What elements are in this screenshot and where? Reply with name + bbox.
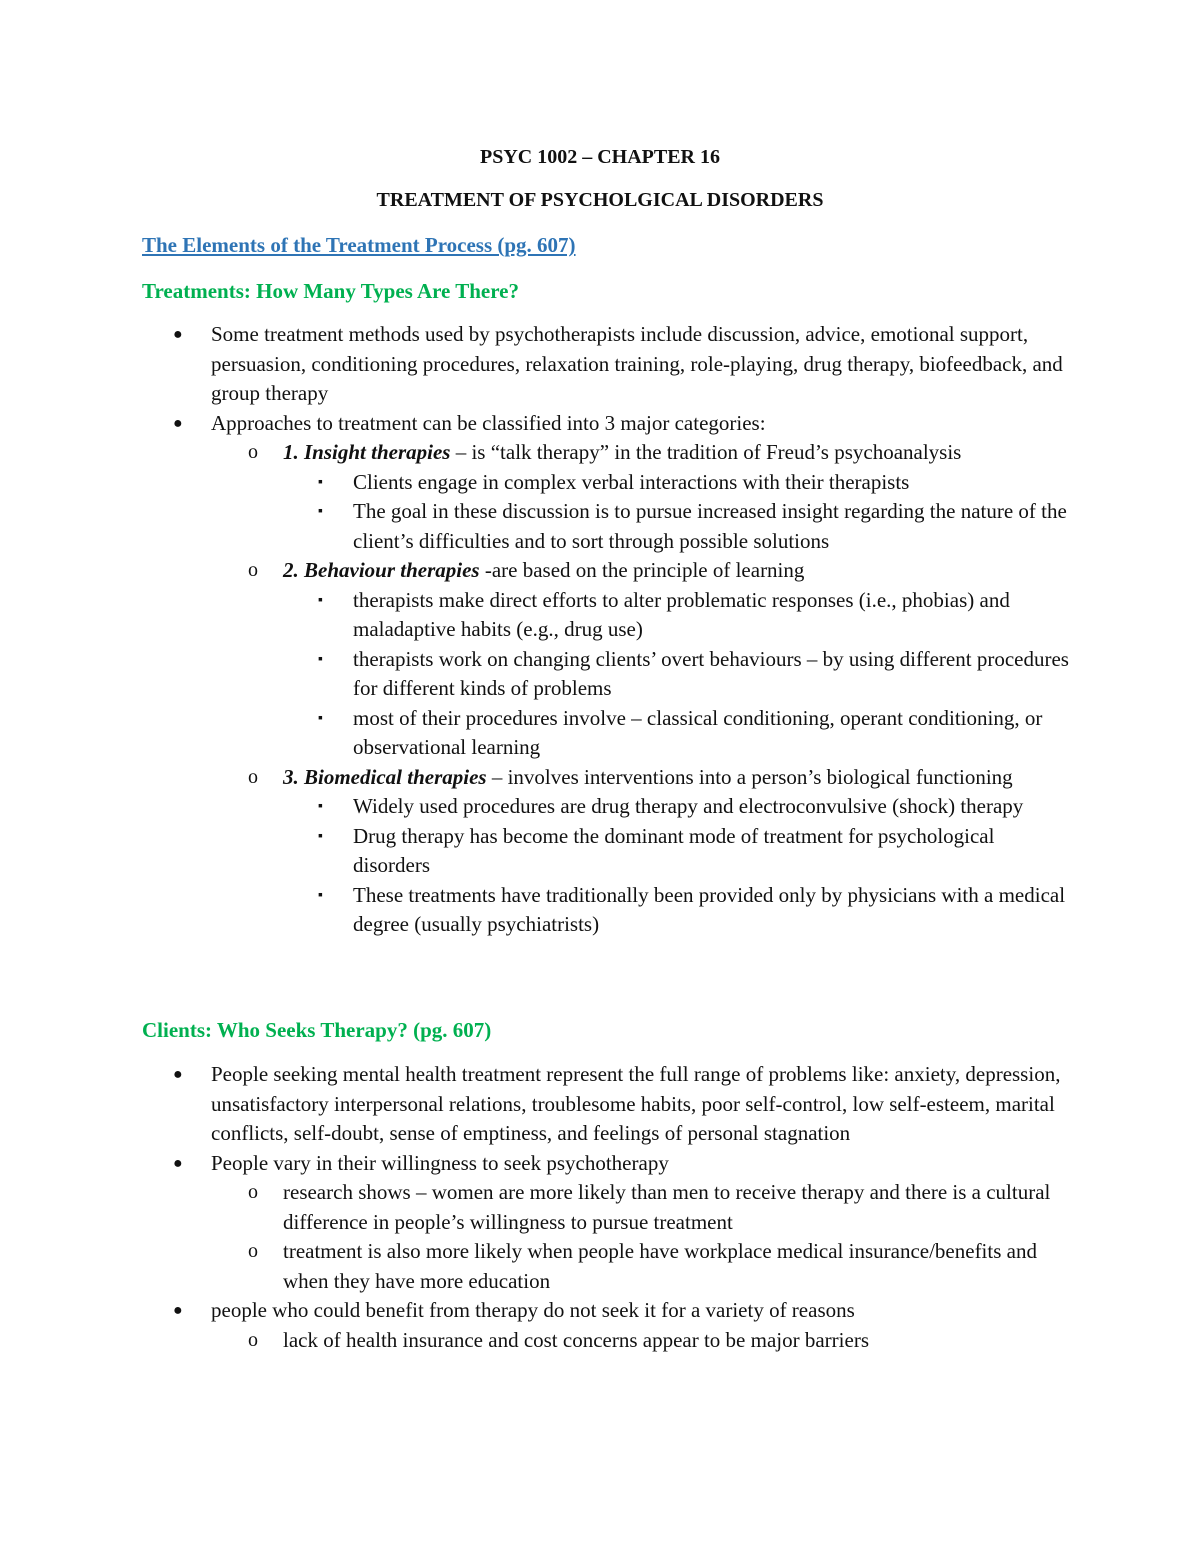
list-item <box>0 792 1200 822</box>
list-item <box>0 556 1200 586</box>
bullet-icon: ● <box>173 1154 183 1172</box>
list-item <box>0 763 1200 793</box>
list-item-text <box>283 763 1073 793</box>
square-bullet-icon: ▪ <box>318 799 323 814</box>
list-item-text <box>283 556 1073 586</box>
list-item <box>0 1237 1200 1296</box>
square-bullet-icon: ▪ <box>318 504 323 519</box>
square-bullet-icon: ▪ <box>318 710 323 726</box>
list-item <box>0 1060 1200 1149</box>
list-item <box>0 409 1200 439</box>
list-item-text: Clients engage in complex verbal interactions with their therapists <box>353 469 910 494</box>
circle-bullet-icon: o <box>248 765 258 788</box>
term-description: -are based on the principle of learning <box>479 558 805 582</box>
list-item <box>0 1296 1200 1326</box>
list-item-text: People vary in their willingness to seek psychotherapy <box>211 1150 669 1175</box>
list-item <box>0 704 1200 763</box>
list-item-text: therapists work on changing clients’ overt behaviours – by using different procedures for different kinds of problems <box>353 646 1069 700</box>
square-bullet-icon: ▪ <box>318 651 323 667</box>
list-item <box>0 645 1200 704</box>
bullet-icon: ● <box>173 1302 183 1319</box>
list-item-text: Widely used procedures are drug therapy and electroconvulsive (shock) therapy <box>353 794 1024 818</box>
term-behaviour-therapies: 2. Behaviour therapies <box>283 558 480 582</box>
section-heading-treatment-process[interactable]: The Elements of the Treatment Process (pg. 607) <box>142 233 576 257</box>
term-description: – involves interventions into a person’s biological functioning <box>486 764 1013 789</box>
list-item <box>0 468 1200 498</box>
bullet-icon: ● <box>173 1066 183 1083</box>
list-item-text: Drug therapy has become the dominant mode of treatment for psychological disorders <box>353 823 995 877</box>
list-item <box>0 1149 1200 1179</box>
list-item-text: therapists make direct efforts to alter problematic responses (i.e., phobias) and maladaptive habits (e.g., drug use) <box>353 587 1010 641</box>
term-description: – is “talk therapy” in the tradition of Freud’s psychoanalysis <box>450 440 962 464</box>
circle-bullet-icon: o <box>248 1328 258 1351</box>
list-item <box>0 1178 1200 1237</box>
list-item-text <box>283 438 1073 468</box>
square-bullet-icon: ▪ <box>318 474 323 490</box>
list-item-text: lack of health insurance and cost concerns appear to be major barriers <box>283 1327 869 1352</box>
list-item <box>0 822 1200 881</box>
clients-list <box>0 1060 1200 1355</box>
course-title: PSYC 1002 – CHAPTER 16 <box>479 146 720 168</box>
list-item <box>0 320 1200 409</box>
list-item <box>0 881 1200 940</box>
subheading-who-seeks-therapy: Clients: Who Seeks Therapy? (pg. 607) <box>142 1018 492 1042</box>
circle-bullet-icon: o <box>248 1240 258 1262</box>
term-biomedical-therapies: 3. Biomedical therapies <box>283 764 487 789</box>
square-bullet-icon: ▪ <box>318 828 323 844</box>
list-item-text: Some treatment methods used by psychotherapists include discussion, advice, emotional support, persuasion, conditioning procedures, relaxation training, role-playing, drug therapy, biofeedback, and group therapy <box>211 322 1063 405</box>
list-item <box>0 438 1200 468</box>
circle-bullet-icon: o <box>248 559 258 581</box>
square-bullet-icon: ▪ <box>318 887 323 903</box>
term-insight-therapies: 1. Insight therapies <box>283 440 451 464</box>
list-item <box>0 586 1200 645</box>
treatment-list <box>0 320 1200 940</box>
bullet-icon: ● <box>173 414 183 432</box>
chapter-title: TREATMENT OF PSYCHOLGICAL DISORDERS <box>376 189 824 211</box>
list-item <box>0 1326 1200 1356</box>
list-item <box>0 497 1200 556</box>
list-item-text: These treatments have traditionally been provided only by physicians with a medical degree (usually psychiatrists) <box>353 882 1066 936</box>
list-item-text: Approaches to treatment can be classified into 3 major categories: <box>211 410 766 435</box>
list-item-text: research shows – women are more likely than men to receive therapy and there is a cultural difference in people’s willingness to pursue treatment <box>283 1180 1051 1234</box>
list-item-text: people who could benefit from therapy do not seek it for a variety of reasons <box>211 1298 855 1322</box>
list-item-text: treatment is also more likely when people have workplace medical insurance/benefits and when they have more education <box>283 1239 1037 1293</box>
list-item-text: People seeking mental health treatment represent the full range of problems like: anxiety, depression, unsatisfactory interpersonal relations, troublesome habits, poor self-control, low self-esteem, marital conflicts, self-doubt, sense of emptiness, and feelings of personal stagnation <box>211 1062 1061 1145</box>
list-item-text: The goal in these discussion is to pursue increased insight regarding the nature of the client’s difficulties and to sort through possible solutions <box>353 499 1067 553</box>
circle-bullet-icon: o <box>248 441 258 463</box>
bullet-icon: ● <box>173 326 183 343</box>
square-bullet-icon: ▪ <box>318 592 323 608</box>
circle-bullet-icon: o <box>248 1181 258 1203</box>
list-item-text: most of their procedures involve – classical conditioning, operant conditioning, or observational learning <box>353 705 1043 759</box>
subheading-treatment-types: Treatments: How Many Types Are There? <box>142 279 520 303</box>
